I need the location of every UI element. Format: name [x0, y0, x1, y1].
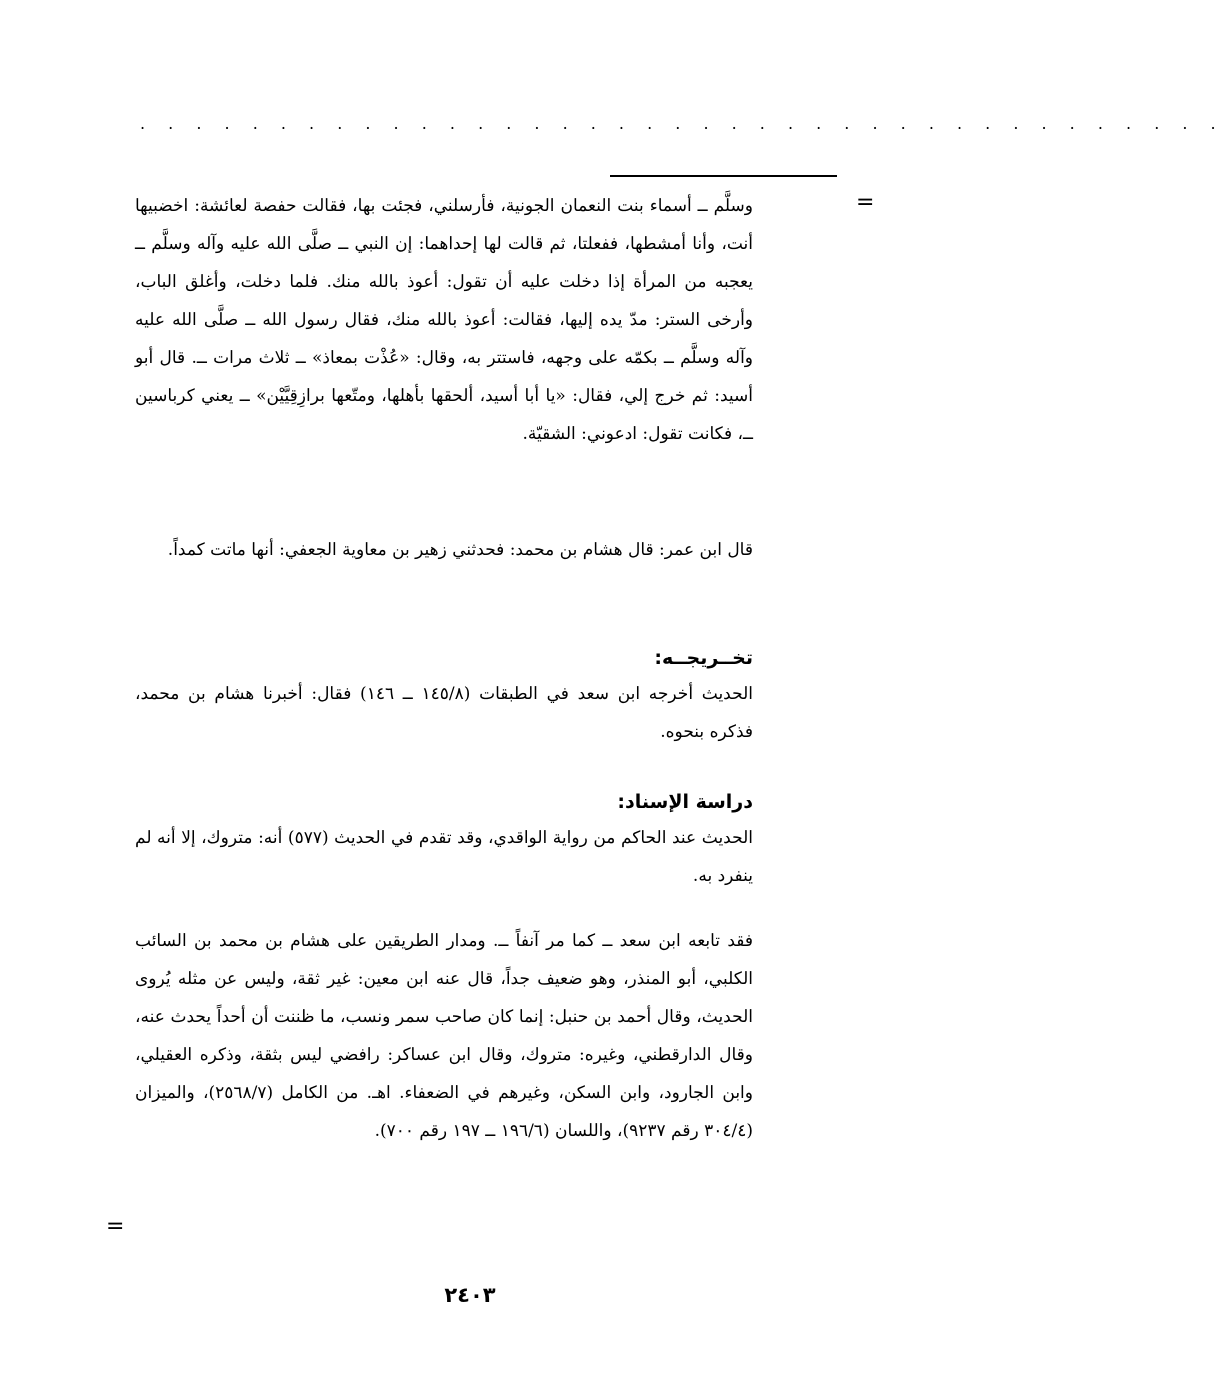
narrator-analysis-text: فقد تابعه ابن سعد ــ كما مر آنفاً ــ. ومدار الطريقين على هشام بن محمد بن السائب الكلبي، أبو المنذر، وهو ضعيف جداً، قال عنه ابن معين: غير ثقة، وليس عن مثله يُروى الحديث، وقال أحمد بن حنبل: إنما كان صاحب سمر ونسب، ما ظننت أن أحداً يحدث عنه، وقال الدارقطني، وغيره: متروك، وقال ابن عساكر: رافضي ليس بثقة، وذكره العقيلي، وابن الجارود، وابن السكن، وغيرهم في الضعفاء. اهـ. من الكامل (٢٥٦٨/٧)، والميزان (٣٠٤/٤ رقم ٩٢٣٧)، واللسان (١٩٦/٦ ــ ١٩٧ رقم ٧٠٠).: [135, 931, 753, 1141]
dirasa-heading: دراسة الإسناد:: [617, 791, 753, 813]
narrator-analysis-paragraph: [135, 922, 753, 1150]
takhrij-heading: تخــريجــه:: [654, 647, 753, 669]
narration-paragraph: [135, 187, 753, 453]
ibn-umar-text: قال ابن عمر: قال هشام بن محمد: فحدثني زهير بن معاوية الجعفي: أنها ماتت كمداً.: [167, 540, 753, 560]
footnote-rule: [610, 175, 837, 177]
dirasa-text: الحديث عند الحاكم من رواية الواقدي، وقد تقدم في الحديث (٥٧٧) أنه: متروك، إلا أنه لم ينفرد به.: [135, 828, 753, 886]
dotted-separator: . . . . . . . . . . . . . . . . . . . . . . . . . . . . . . . . . . . . . . .: [140, 114, 1225, 133]
margin-mark-bottom-left: =: [106, 1214, 125, 1239]
page-number: ٢٤٠٣: [444, 1283, 496, 1307]
narration-text: وسلَّم ــ أسماء بنت النعمان الجونية، فأرسلني، فجئت بها، فقالت حفصة لعائشة: اخضبيها أنت، وأنا أمشطها، ففعلتا، ثم قالت لها إحداهما: إن النبي ــ صلَّى الله عليه وآله وسلَّم ــ يعجبه من المرأة إذا دخلت عليه أن تقول: أعوذ بالله منك. فلما دخلت، وأغلق الباب، وأرخى الستر: مدّ يده إليها، فقالت: أعوذ بالله منك، فقال رسول الله ــ صلَّى الله عليه وآله وسلَّم ــ بكمّه على وجهه، فاستتر به، وقال: «عُذْت بمعاذ» ــ ثلاث مرات ــ. قال أبو أسيد: ثم خرج إلي، فقال: «يا أبا أسيد، ألحقها بأهلها، ومتّعها برازِقِيَّيْن» ــ يعني كرباسين ــ، فكانت تقول: ادعوني: الشقيّة.: [135, 196, 753, 444]
dirasa-paragraph: [135, 819, 753, 895]
margin-mark-top-right: =: [856, 190, 875, 215]
takhrij-text: الحديث أخرجه ابن سعد في الطبقات (١٤٥/٨ ــ ١٤٦) فقال: أخبرنا هشام بن محمد، فذكره بنحوه.: [135, 684, 753, 742]
takhrij-paragraph: [135, 675, 753, 751]
ibn-umar-paragraph: [135, 531, 753, 569]
